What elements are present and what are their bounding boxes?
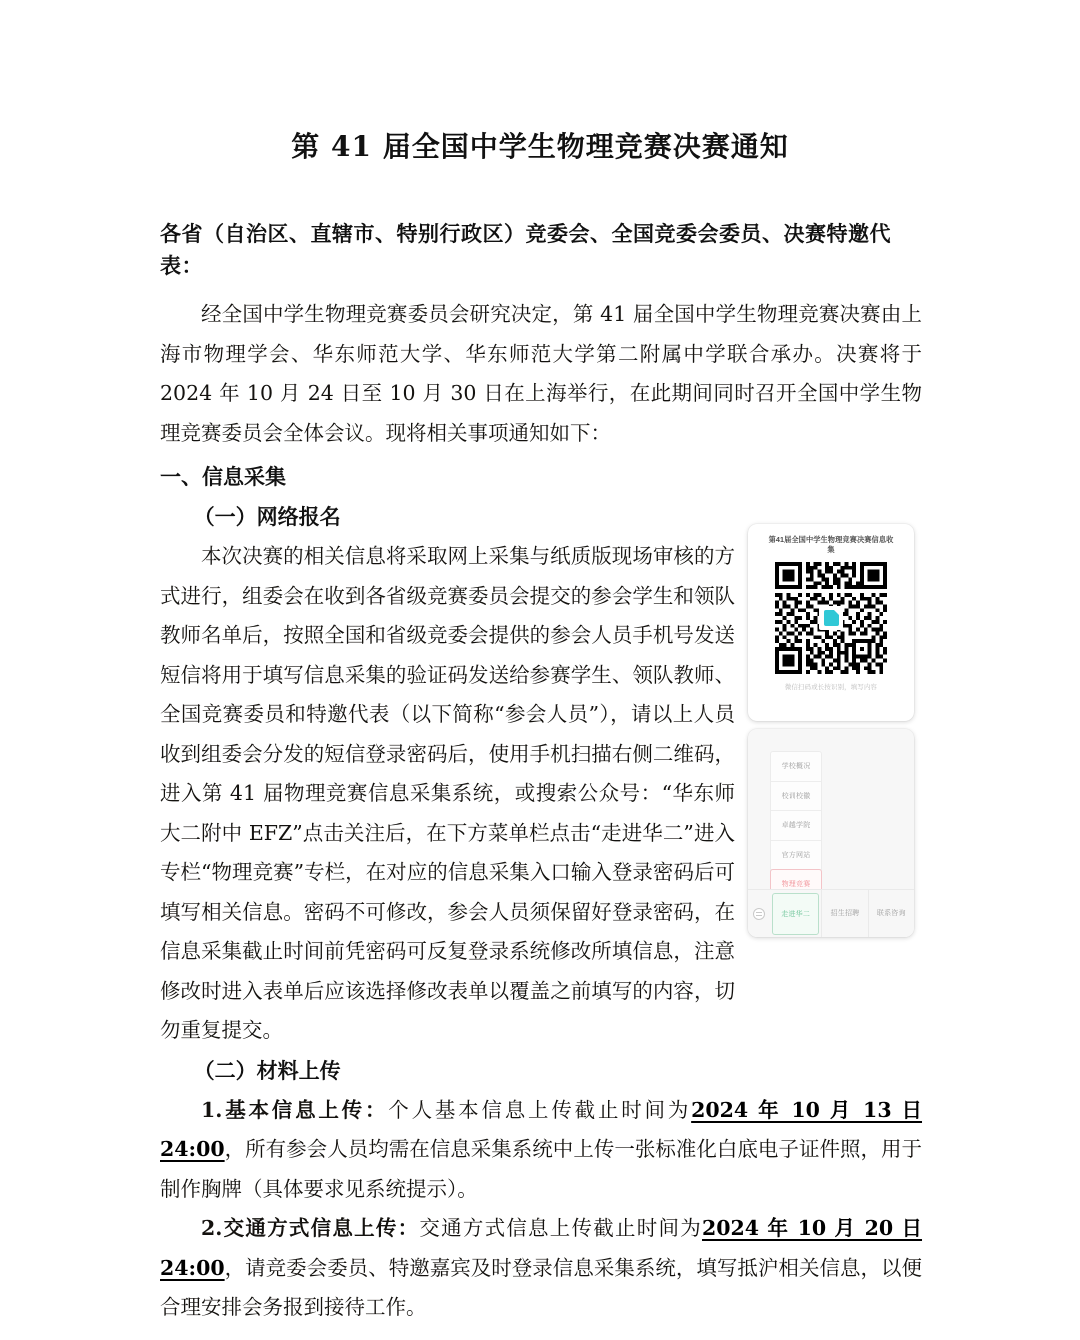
wechat-menu-card xyxy=(748,729,914,937)
qr-code-image xyxy=(775,562,887,674)
menu-item-official-website[interactable]: 官方网站 xyxy=(771,841,821,871)
item-2-text-before: 交通方式信息上传截止时间为 xyxy=(419,1216,703,1240)
media-column xyxy=(748,524,914,937)
item-2-deadline: 2024 年 10 月 20 日 24:00 xyxy=(160,1216,923,1280)
item-transport-info-upload xyxy=(160,1209,922,1328)
menu-item-school-overview[interactable]: 学校概况 xyxy=(771,752,821,782)
keyboard-toggle-icon[interactable] xyxy=(748,908,770,920)
intro-paragraph: 经全国中学生物理竞赛委员会研究决定，第 41 届全国中学生物理竞赛决赛由上海市物理学会、华东师范大学、华东师范大学第二附属中学联合承办。决赛将于 2024 年 10 月 24 日至 10 月 30 日在上海举行，在此期间同时召开全国中学生物理竞赛委员会全体会议。现将相关事项通知如下： xyxy=(160,302,922,445)
item-2-lead: 2.交通方式信息上传： xyxy=(201,1216,420,1240)
item-1-lead: 1.基本信息上传： xyxy=(201,1097,389,1122)
qr-card-footnote: 微信扫码或长按识别，填写内容 xyxy=(784,684,878,691)
subsection-heading-one: （一）网络报名 xyxy=(193,504,341,529)
menu-item-motto-emblem[interactable]: 校训校徽 xyxy=(771,782,821,812)
salutation: 各省（自治区、直辖市、特别行政区）竞委会、全国竞委会委员、决赛特邀代表： xyxy=(160,221,891,278)
keyboard-circle-icon xyxy=(753,908,765,920)
item-1-text-after: ，所有参会人员均需在信息采集系统中上传一张标准化白底电子证件照，用于制作胸牌（具体要求见系统提示）。 xyxy=(160,1137,922,1201)
document-icon xyxy=(824,610,839,626)
menu-popup xyxy=(770,751,822,899)
qr-center-logo xyxy=(819,606,843,630)
qr-code-card xyxy=(748,524,914,721)
page-title: 第 41 届全国中学生物理竞赛决赛通知 xyxy=(291,130,789,163)
bottom-item-admissions[interactable]: 招生招聘 xyxy=(821,890,867,938)
item-2-text-after: ，请竞委会委员、特邀嘉宾及时登录信息采集系统，填写抵沪相关信息，以便合理安排会务报到接待工作。 xyxy=(160,1255,922,1319)
qr-card-title: 第41届全国中学生物理竞赛决赛信息收集 xyxy=(768,535,894,554)
subsection-one-paragraph: 本次决赛的相关信息将采取网上采集与纸质版现场审核的方式进行，组委会在收到各省级竞赛委员会提交的参会学生和领队教师名单后，按照全国和省级竞委会提供的参会人员手机号发送短信将用于填写信息采集的验证码发送给参赛学生、领队教师、全国竞赛委员和特邀代表（以下简称“参会人员”），请以上人员收到组委会分发的短信登录密码后，使用手机扫描右侧二维码，进入第 41 届物理竞赛信息采集系统，或搜索公众号：“华东师大二附中 EFZ”点击关注后，在下方菜单栏点击“走进华二”进入专栏“物理竞赛”专栏，在对应的信息采集入口输入登录密码后可填写相关信息。密码不可修改，参会人员须保留好登录密码，在信息采集截止时间前凭密码可反复登录系统修改所填信息，注意修改时进入表单后应该选择修改表单以覆盖之前填写的内容，切勿重复提交。 xyxy=(160,544,735,1042)
item-basic-info-upload xyxy=(160,1091,922,1210)
menu-item-physics-competition[interactable]: 物理竞赛 xyxy=(770,869,822,899)
wechat-menu-screenshot xyxy=(748,729,914,937)
section-heading-one: 一、信息采集 xyxy=(160,464,286,489)
item-1-deadline: 2024 年 10 月 13 日 24:00 xyxy=(160,1097,923,1161)
item-1-text-before: 个人基本信息上传截止时间为 xyxy=(388,1097,692,1122)
bottom-item-contact[interactable]: 联系咨询 xyxy=(868,890,914,938)
bottom-item-enter-hua-er[interactable]: 走进华二 xyxy=(772,893,819,935)
subsection-heading-two: （二）材料上传 xyxy=(193,1057,341,1083)
menu-bottom-bar xyxy=(748,889,914,937)
menu-item-excellence-college[interactable]: 卓越学院 xyxy=(771,811,821,841)
